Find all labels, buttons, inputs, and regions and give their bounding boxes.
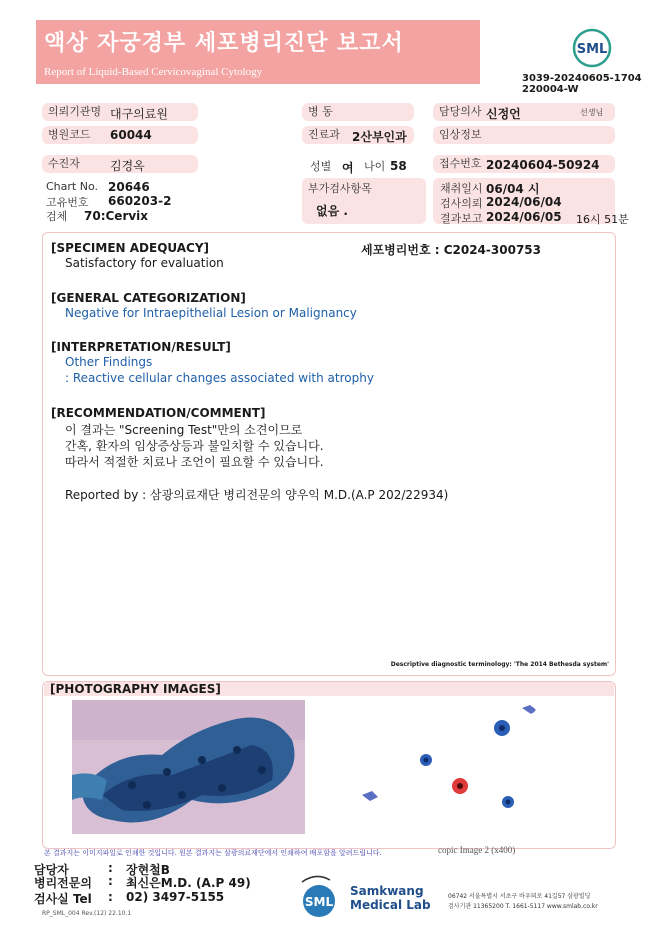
interpretation-header: [INTERPRETATION/RESULT] (51, 340, 231, 354)
dept-value: 2산부인과 (352, 130, 407, 144)
terminology-note: Descriptive diagnostic terminology: 'The 2014 Bethesda system' (390, 661, 609, 668)
cytology-number: 세포병리번호 : C2024-300753 (361, 243, 541, 257)
interpretation-text-2: : Reactive cellular changes associated with atrophy (65, 371, 374, 385)
company-line: Medical Lab (350, 898, 431, 912)
code-label: 병원코드 (48, 128, 91, 141)
extra-label: 부가검사항목 (308, 182, 372, 195)
manager-value: 장현철B (126, 863, 170, 877)
patient-label: 수진자 (48, 157, 80, 170)
photo-header: [PHOTOGRAPHY IMAGES] (44, 682, 614, 696)
age-value: 58 (390, 159, 407, 173)
microscopic-image-2 (332, 700, 609, 836)
sex-label: 성별 (310, 160, 332, 173)
clinical-label: 임상정보 (439, 128, 482, 141)
hospital-value: 대구의료원 (110, 107, 168, 121)
pathologist-label: 병리전문의 (34, 876, 92, 890)
patient-value: 김경옥 (110, 159, 145, 173)
microscopic-image-1 (72, 700, 305, 834)
request-value: 2024/06/04 (486, 195, 562, 209)
general-text: Negative for Intraepithelial Lesion or Malignancy (65, 306, 357, 320)
specimen-label: 검체 (46, 210, 68, 223)
footer-logo (296, 874, 342, 920)
barcode-line: 3039-20240605-1704 (522, 73, 642, 84)
ward-label: 병 동 (308, 105, 333, 118)
company-name (350, 884, 431, 912)
adequacy-header: [SPECIMEN ADEQUACY] (51, 241, 210, 255)
lab-tel-value: 02) 3497-5155 (126, 890, 225, 904)
report-subtitle: Report of Liquid-Based Cervicovaginal Cytology (44, 66, 263, 78)
receipt-label: 접수번호 (439, 157, 482, 170)
manager-label: 담당자 (34, 863, 69, 877)
doctor-suffix: 선생님 (580, 108, 604, 117)
svg-text:SML: SML (304, 895, 334, 909)
reported-by: Reported by : 삼광의료재단 병리전문의 양우익 M.D.(A.P 202/22934) (65, 488, 449, 502)
report-time: 16시 51분 (576, 213, 629, 226)
report-date-value: 2024/06/05 (486, 210, 562, 224)
dept-label: 진료과 (308, 128, 340, 141)
address-line: 06742 서울특별시 서초구 바우뫼로 41길57 삼광빌딩 (448, 893, 591, 900)
lab-tel-colon: : (108, 890, 113, 904)
chart-value: 20646 (108, 180, 150, 194)
doctor-label: 담당의사 (439, 105, 482, 118)
address-line: 검사기관 11365200 T. 1661-5117 www.smlab.co.kr (448, 903, 598, 910)
svg-text:SML: SML (576, 42, 608, 57)
unique-value: 660203-2 (108, 194, 172, 208)
specimen-value: 70:Cervix (84, 209, 149, 223)
pathologist-value: 최신은M.D. (A.P 49) (126, 876, 251, 890)
doctor-value: 신정언 (486, 107, 521, 121)
recommendation-header: [RECOMMENDATION/COMMENT] (51, 406, 266, 420)
collect-value: 06/04 시 (486, 182, 540, 196)
sex-value: 여 (342, 161, 354, 175)
request-label: 검사의뢰 (440, 197, 483, 210)
form-code: RP_SML_004 Rev.(12) 22.10.1 (42, 910, 132, 917)
code-value: 60044 (110, 128, 152, 142)
hospital-label: 의뢰기관명 (48, 105, 102, 118)
recommendation-line-3: 따라서 적절한 치료나 조언이 필요할 수 있습니다. (65, 455, 324, 469)
pathologist-colon: : (108, 874, 113, 888)
interpretation-text-1: Other Findings (65, 355, 153, 369)
company-address (448, 892, 598, 912)
company-line: Samkwang (350, 884, 424, 898)
clinical-field (433, 126, 615, 144)
age-label: 나이 (364, 160, 386, 173)
title-banner (36, 20, 480, 84)
extra-value: 없음 . (316, 204, 348, 218)
image-2-caption: copic Image 2 (x400) (438, 845, 516, 855)
recommendation-line-2: 간혹, 환자의 임상증상등과 불일치할 수 있습니다. (65, 439, 324, 453)
report-body (42, 232, 616, 676)
lab-tel-label: 검사실 Tel (34, 892, 92, 906)
unique-label: 고유번호 (46, 196, 89, 209)
barcode-line: 220004-W (522, 84, 579, 95)
chart-label: Chart No. (46, 180, 98, 193)
barcode-number (522, 73, 642, 95)
recommendation-line-1: 이 결과는 "Screening Test"만의 소견이므로 (65, 423, 303, 437)
ward-field (302, 103, 414, 121)
general-header: [GENERAL CATEGORIZATION] (51, 291, 246, 305)
receipt-value: 20240604-50924 (486, 158, 600, 172)
sml-logo (572, 28, 612, 68)
report-title: 액상 자궁경부 세포병리진단 보고서 (44, 31, 404, 56)
manager-colon: : (108, 861, 113, 875)
report-date-label: 결과보고 (440, 212, 483, 225)
adequacy-text: Satisfactory for evaluation (65, 256, 224, 270)
collect-label: 채취일시 (440, 182, 483, 195)
print-notice: 본 결과지는 이미지파일로 인쇄한 것입니다. 원본 결과지는 삼광의료재단에서 인쇄하여 배포함을 알려드립니다. (44, 849, 382, 857)
